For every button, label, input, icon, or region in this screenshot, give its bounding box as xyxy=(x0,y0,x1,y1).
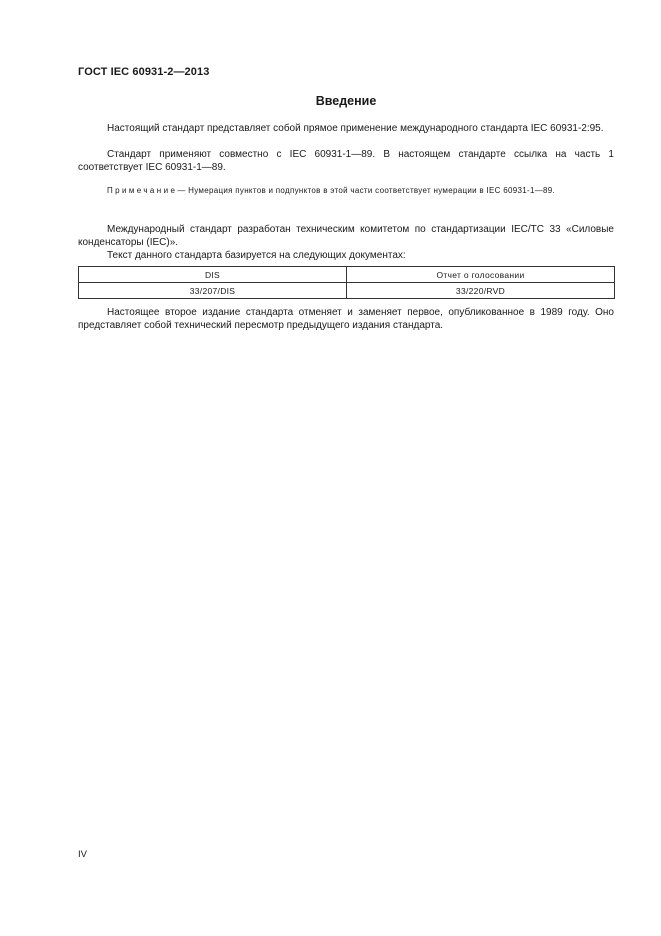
table-header-row xyxy=(79,267,615,283)
table-cell: 33/220/RVD xyxy=(347,283,615,299)
note-label: Примечание xyxy=(107,186,178,195)
documents-table xyxy=(78,266,615,299)
table-header-cell: DIS xyxy=(79,267,347,283)
document-header: ГОСТ IEC 60931-2—2013 xyxy=(78,66,210,78)
note xyxy=(78,185,614,197)
table-header-cell: Отчет о голосовании xyxy=(347,267,615,283)
page-number: IV xyxy=(78,849,87,860)
note-text: — Нумерация пунктов и подпунктов в этой части соответствует нумерации в IEC 60931-1—89. xyxy=(177,186,556,195)
table-row xyxy=(79,283,615,299)
table-cell: 33/207/DIS xyxy=(79,283,347,299)
paragraph-based-on: Текст данного стандарта базируется на следующих документах: xyxy=(107,250,406,261)
section-title: Введение xyxy=(315,94,377,108)
paragraph-committee: Международный стандарт разработан техническим комитетом по стандартизации IEC/TC 33 «Силовые конденсаторы (IEC)». xyxy=(78,224,614,248)
paragraph-reference: Стандарт применяют совместно с IEC 60931-1—89. В настоящем стандарте ссылка на часть 1 соответствует IEC 60931-1—89. xyxy=(78,149,614,173)
paragraph-edition: Настоящее второе издание стандарта отменяет и заменяет первое, опубликованное в 1989 году. Оно представляет собой технический пересмотр предыдущего издания стандарта. xyxy=(78,307,614,331)
paragraph-intro: Настоящий стандарт представляет собой прямое применение международного стандарта IEC 60931-2:95. xyxy=(107,123,604,134)
